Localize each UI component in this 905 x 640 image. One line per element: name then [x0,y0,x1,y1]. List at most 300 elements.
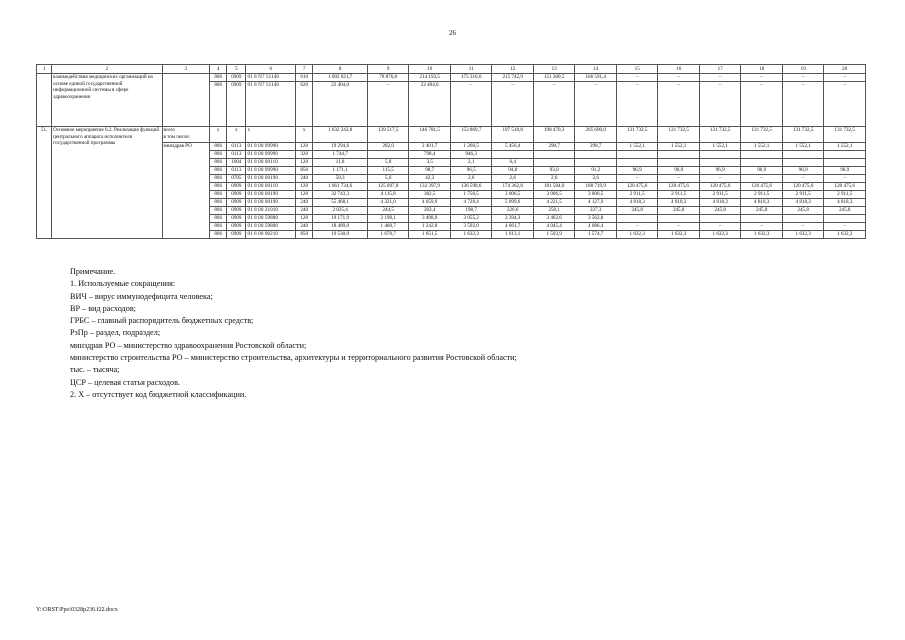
code-cell: 806 [210,231,227,239]
amount-cell: – [741,82,783,127]
amount-cell [824,159,866,167]
code-cell: 120 [296,215,313,223]
amount-cell: 131 732,5 [616,127,658,143]
amount-cell: 1 242,8 [409,223,451,231]
amount-cell: – [658,175,700,183]
amount-cell [699,151,741,159]
amount-cell: 244,5 [367,207,409,215]
code-cell: 850 [296,231,313,239]
amount-cell: 96,9 [658,167,700,175]
code-cell: 0113 [227,151,246,159]
amount-cell: 245,8 [824,207,866,215]
amount-cell [824,151,866,159]
amount-cell: 58,3 [313,175,368,183]
amount-cell: 2,6 [533,175,575,183]
amount-cell: 282,0 [367,143,409,151]
amount-cell: 382,5 [409,191,451,199]
amount-cell: – [824,223,866,231]
amount-cell: 798,4 [409,151,451,159]
amount-cell: 55 468,1 [313,199,368,207]
code-cell: 120 [296,159,313,167]
amount-cell: 42,3 [409,175,451,183]
notes-block [70,266,517,401]
amount-cell: – [616,74,658,82]
amount-cell: 2,1 [450,159,492,167]
amount-cell: 19 171,9 [313,215,368,223]
column-number-header: 7 [296,65,313,74]
column-number-header: 12 [492,65,534,74]
amount-cell: 2 911,5 [616,191,658,199]
amount-cell [658,151,700,159]
amount-cell: 1 632,3 [658,231,700,239]
amount-cell: 3 055,2 [450,215,492,223]
amount-cell: 96,9 [616,167,658,175]
amount-cell: 3 006,5 [575,191,617,199]
column-number-header: 9 [367,65,409,74]
amount-cell: – [824,82,866,127]
column-number-header: 16 [658,65,700,74]
amount-cell: 4 661,7 [492,223,534,231]
code-cell: 0909 [227,82,246,127]
amount-cell: – [824,175,866,183]
amount-cell: 174 362,8 [492,183,534,191]
description-cell: взаимодействия медицинских организаций на основе единой государственной информационной системы в сфере здравоохранения [52,74,162,127]
amount-cell: 2 401,7 [409,143,451,151]
amount-cell: 98,7 [409,167,451,175]
amount-cell: 1 002 021,7 [313,74,368,82]
amount-cell [824,215,866,223]
code-cell: 01 8 00 00190 [246,191,296,199]
note-line: Примечание. [70,267,116,276]
code-cell: 0909 [227,231,246,239]
code-cell: 806 [210,199,227,207]
column-number-header: 13 [533,65,575,74]
column-number-header: 1 [37,65,52,74]
amount-cell: 32 743,3 [313,191,368,199]
amount-cell: 245,8 [658,207,700,215]
code-cell: 0909 [227,74,246,82]
table-row [37,74,866,82]
amount-cell: – [824,74,866,82]
amount-cell: 1 552,1 [741,143,783,151]
amount-cell: – [658,74,700,82]
amount-cell: 2,6 [492,175,534,183]
code-cell: 1004 [227,159,246,167]
amount-cell: – [699,175,741,183]
amount-cell: 214 193,5 [409,74,451,82]
amount-cell: 1 632,3 [824,231,866,239]
amount-cell: – [741,175,783,183]
column-number-header: 20 [824,65,866,74]
amount-cell: 1 744,7 [313,151,368,159]
column-number-header: 18 [741,65,783,74]
amount-cell: 245,8 [741,207,783,215]
code-cell: 806 [210,183,227,191]
responsible-total: всего [163,127,175,133]
amount-cell: – [699,82,741,127]
amount-cell: 4 818,3 [658,199,700,207]
code-cell: 806 [210,151,227,159]
code-cell: 120 [296,143,313,151]
column-number-header: 14 [575,65,617,74]
amount-cell: 11,8 [313,159,368,167]
amount-cell: 131 732,5 [699,127,741,143]
amount-cell [616,215,658,223]
note-line: минздрав РО – министерство здравоохранения Ростовской области; [70,340,307,350]
page-number: 26 [449,29,456,37]
amount-cell: 22 404,0 [313,82,368,127]
code-cell: 120 [296,183,313,191]
code-cell: 0909 [227,207,246,215]
amount-cell: 153 869,7 [450,127,492,143]
amount-cell: 181 504,0 [533,183,575,191]
row-number-cell: 51. [37,127,52,239]
code-cell: 0113 [227,167,246,175]
amount-cell [658,159,700,167]
responsible-total-cell [162,127,210,143]
code-cell: 01 8 00 99990 [246,151,296,159]
amount-cell: 1 552,1 [782,143,824,151]
amount-cell: 2,6 [575,175,617,183]
amount-cell: 2 198,1 [367,215,409,223]
amount-cell: 198 470,3 [533,127,575,143]
amount-cell: 2 911,5 [782,191,824,199]
note-line: 1. Используемые сокращения: [70,279,176,289]
amount-cell: 1 613,1 [492,231,534,239]
amount-cell: 1 632 242,8 [313,127,368,143]
amount-cell: 4 818,3 [741,199,783,207]
amount-cell: – [699,74,741,82]
amount-cell: 91,2 [575,167,617,175]
responsible-cell [162,74,210,127]
amount-cell [575,151,617,159]
column-number-header: 15 [616,65,658,74]
table-row-total [37,127,866,143]
amount-cell: 226,6 [492,207,534,215]
note-line: ЦСР – целевая статья расходов. [70,377,180,387]
amount-cell: 1 756,5 [450,191,492,199]
responsible-including: в том числе: [163,133,191,140]
amount-cell [616,159,658,167]
code-cell: 120 [296,191,313,199]
amount-cell: – [616,82,658,127]
code-cell: 806 [210,223,227,231]
amount-cell: – [782,74,824,82]
amount-cell: 3 394,3 [492,215,534,223]
amount-cell: 1 593,9 [533,231,575,239]
amount-cell [782,159,824,167]
column-number-header: 5 [227,65,246,74]
amount-cell: 2 825,4 [313,207,368,215]
column-number-header: 8 [313,65,368,74]
amount-cell [699,215,741,223]
amount-cell: 120 475,6 [824,183,866,191]
amount-cell: 1 552,1 [699,143,741,151]
column-number-header: 10 [409,65,451,74]
column-number-header: 17 [699,65,741,74]
amount-cell [782,151,824,159]
code-cell: 620 [296,82,313,127]
amount-cell: 1 632,3 [782,231,824,239]
amount-cell: 1 632,3 [741,231,783,239]
code-cell: 01 8 00 00190 [246,175,296,183]
amount-cell: 3 592,0 [450,223,492,231]
amount-cell: – [492,82,534,127]
amount-cell [367,151,409,159]
code-cell: 806 [210,191,227,199]
amount-cell: 1 552,1 [824,143,866,151]
amount-cell: 96,9 [782,167,824,175]
code-cell: 806 [210,74,227,82]
amount-cell: 175 316,6 [450,74,492,82]
amount-cell: 188 719,9 [575,183,617,191]
amount-cell: 136 598,6 [450,183,492,191]
amount-cell: 5,6 [367,175,409,183]
amount-cell: – [367,82,409,127]
amount-cell: 131 732,5 [741,127,783,143]
code-cell: x [246,127,296,143]
code-cell: 0909 [227,199,246,207]
code-cell: 806 [210,207,227,215]
note-line: тыс. – тысяча; [70,365,120,375]
amount-cell: – [741,223,783,231]
amount-cell [741,159,783,167]
amount-cell: 1 632,3 [699,231,741,239]
amount-cell [782,215,824,223]
amount-cell: 1 661 734,6 [313,183,368,191]
amount-cell: 1 552,1 [658,143,700,151]
amount-cell: 4 127,9 [575,199,617,207]
amount-cell: 5 456,4 [492,143,534,151]
amount-cell: 4 818,3 [782,199,824,207]
amount-cell: 2 911,5 [699,191,741,199]
amount-cell: – [782,223,824,231]
note-line: 2. X – отсутствует код бюджетной классификации. [70,389,247,399]
amount-cell [533,151,575,159]
amount-cell: 132 397,9 [409,183,451,191]
amount-cell: – [782,175,824,183]
amount-cell: 245,8 [699,207,741,215]
amount-cell: 4 045,4 [533,223,575,231]
budget-table [36,64,866,239]
note-line: ВР – вид расходов; [70,303,136,313]
amount-cell: 94,8 [492,167,534,175]
amount-cell [658,215,700,223]
column-number-row [37,65,866,74]
code-cell: x [227,127,246,143]
amount-cell [699,159,741,167]
note-line: ВИЧ – вирус иммунодефицита человека; [70,291,213,301]
amount-cell: 4 086,4 [575,223,617,231]
amount-cell: – [575,82,617,127]
amount-cell: 1 260,5 [450,143,492,151]
amount-cell: 5 099,6 [492,199,534,207]
amount-cell: 22 404,0 [409,82,451,127]
code-cell: 806 [210,215,227,223]
amount-cell: 946,3 [450,151,492,159]
amount-cell: 3 498,9 [409,215,451,223]
amount-cell: 3 006,5 [533,191,575,199]
code-cell: x [210,127,227,143]
amount-cell: 3,5 [409,159,451,167]
amount-cell: 1 574,7 [575,231,617,239]
column-number-header: 3 [162,65,210,74]
code-cell: 240 [296,199,313,207]
amount-cell: – [533,82,575,127]
amount-cell: – [450,82,492,127]
code-cell: 01 8 N7 51140 [246,82,296,127]
amount-cell: 3 462,6 [533,215,575,223]
note-line: РзПр – раздел, подраздел; [70,328,161,338]
amount-cell: 120 475,6 [699,183,741,191]
code-cell: 806 [210,175,227,183]
amount-cell [741,151,783,159]
amount-cell: 131 732,5 [824,127,866,143]
code-cell: 0113 [227,143,246,151]
amount-cell [575,159,617,167]
code-cell: 01 8 00 00110 [246,183,296,191]
footer-file-path: Y:\ORST\Ppo\0328p236.f22.docx [36,607,118,613]
amount-cell: – [699,223,741,231]
amount-cell: 4 728,4 [450,199,492,207]
amount-cell: 4 059,9 [409,199,451,207]
amount-cell: 4 221,5 [533,199,575,207]
amount-cell: 151 300,5 [533,74,575,82]
amount-cell: – [741,74,783,82]
amount-cell: 120 475,6 [741,183,783,191]
code-cell: 0909 [227,183,246,191]
code-cell: 850 [296,167,313,175]
amount-cell: 96,5 [450,167,492,175]
amount-cell: 2 911,5 [824,191,866,199]
code-cell: 320 [296,151,313,159]
code-cell: 240 [296,207,313,215]
amount-cell: 1 670,7 [367,231,409,239]
code-cell: 806 [210,143,227,151]
amount-cell: 120 475,6 [616,183,658,191]
code-cell: 01 8 00 99990 [246,143,296,151]
amount-cell: 4 818,3 [824,199,866,207]
code-cell: x [296,127,313,143]
amount-cell: 2 911,5 [658,191,700,199]
amount-cell [533,159,575,167]
column-number-header: 11 [450,65,492,74]
column-number-header: 6 [246,65,296,74]
amount-cell: 93,0 [533,167,575,175]
amount-cell: 120 475,6 [658,183,700,191]
amount-cell: 290,7 [533,143,575,151]
note-line: министерство строительства РО – министерство строительства, архитектуры и территориального развития Ростовской области; [70,353,517,363]
responsible-ministry-cell: минздрав РО [162,143,210,239]
amount-cell: 120 475,6 [782,183,824,191]
amount-cell: 146 781,5 [409,127,451,143]
amount-cell: 131 732,5 [658,127,700,143]
amount-cell: 1 651,5 [409,231,451,239]
amount-cell: 18 489,0 [313,223,368,231]
code-cell: 01 8 00 59800 [246,215,296,223]
amount-cell: 245,8 [616,207,658,215]
code-cell: 01 8 00 90210 [246,231,296,239]
amount-cell: 78 876,8 [367,74,409,82]
amount-cell: 125 097,8 [367,183,409,191]
amount-cell: 245,8 [782,207,824,215]
amount-cell: 96,9 [741,167,783,175]
amount-cell: 203,4 [409,207,451,215]
column-number-header: 2 [52,65,162,74]
amount-cell: – [782,82,824,127]
amount-cell: 1 552,1 [616,143,658,151]
code-cell: 0909 [227,223,246,231]
amount-cell [741,215,783,223]
amount-cell: 115,5 [367,167,409,175]
amount-cell: 1 171,1 [313,167,368,175]
amount-cell: 1 632,3 [450,231,492,239]
amount-cell: 96,9 [824,167,866,175]
amount-cell: – [616,223,658,231]
code-cell: 01 8 00 59800 [246,223,296,231]
amount-cell: 1 632,3 [616,231,658,239]
amount-cell: 166 591,4 [575,74,617,82]
amount-cell: – [616,175,658,183]
amount-cell: – [658,223,700,231]
amount-cell: 0,4 [492,159,534,167]
amount-cell: 19 530,0 [313,231,368,239]
row-number-cell [37,74,52,127]
amount-cell: 198,7 [450,207,492,215]
code-cell: 0909 [227,191,246,199]
amount-cell: 4 818,3 [699,199,741,207]
amount-cell: 5,8 [367,159,409,167]
amount-cell: 2,6 [450,175,492,183]
code-cell: 240 [296,175,313,183]
amount-cell: 19 294,6 [313,143,368,151]
code-cell: 01 8 00 00190 [246,199,296,207]
description-cell: Основное мероприятие 8.2. Реализация функций центрального аппарата исполнителя государственной программы [52,127,162,239]
note-line: ГРБС – главный распорядитель бюджетных средств; [70,316,254,326]
amount-cell: 215 742,9 [492,74,534,82]
amount-cell: 3 006,5 [492,191,534,199]
amount-cell: 139 517,5 [367,127,409,143]
code-cell: 01 8 00 21010 [246,207,296,215]
amount-cell: 250,1 [533,207,575,215]
code-cell: 806 [210,167,227,175]
amount-cell: 2 911,5 [741,191,783,199]
code-cell: 806 [210,159,227,167]
amount-cell: 4 115,8 [367,191,409,199]
amount-cell: 197 518,8 [492,127,534,143]
amount-cell [492,151,534,159]
code-cell: 0909 [227,215,246,223]
amount-cell [616,151,658,159]
amount-cell: 227,3 [575,207,617,215]
column-number-header: 4 [210,65,227,74]
code-cell: 610 [296,74,313,82]
amount-cell: 3 562,8 [575,215,617,223]
amount-cell: 205 690,0 [575,127,617,143]
amount-cell: 4 321,0 [367,199,409,207]
amount-cell: 1 460,7 [367,223,409,231]
amount-cell: 4 818,3 [616,199,658,207]
code-cell: 0705 [227,175,246,183]
code-cell: 240 [296,223,313,231]
amount-cell: 96,9 [699,167,741,175]
amount-cell: 131 732,5 [782,127,824,143]
code-cell: 806 [210,82,227,127]
amount-cell: 290,7 [575,143,617,151]
amount-cell: – [658,82,700,127]
code-cell: 01 8 N7 51140 [246,74,296,82]
code-cell: 01 8 00 99990 [246,167,296,175]
